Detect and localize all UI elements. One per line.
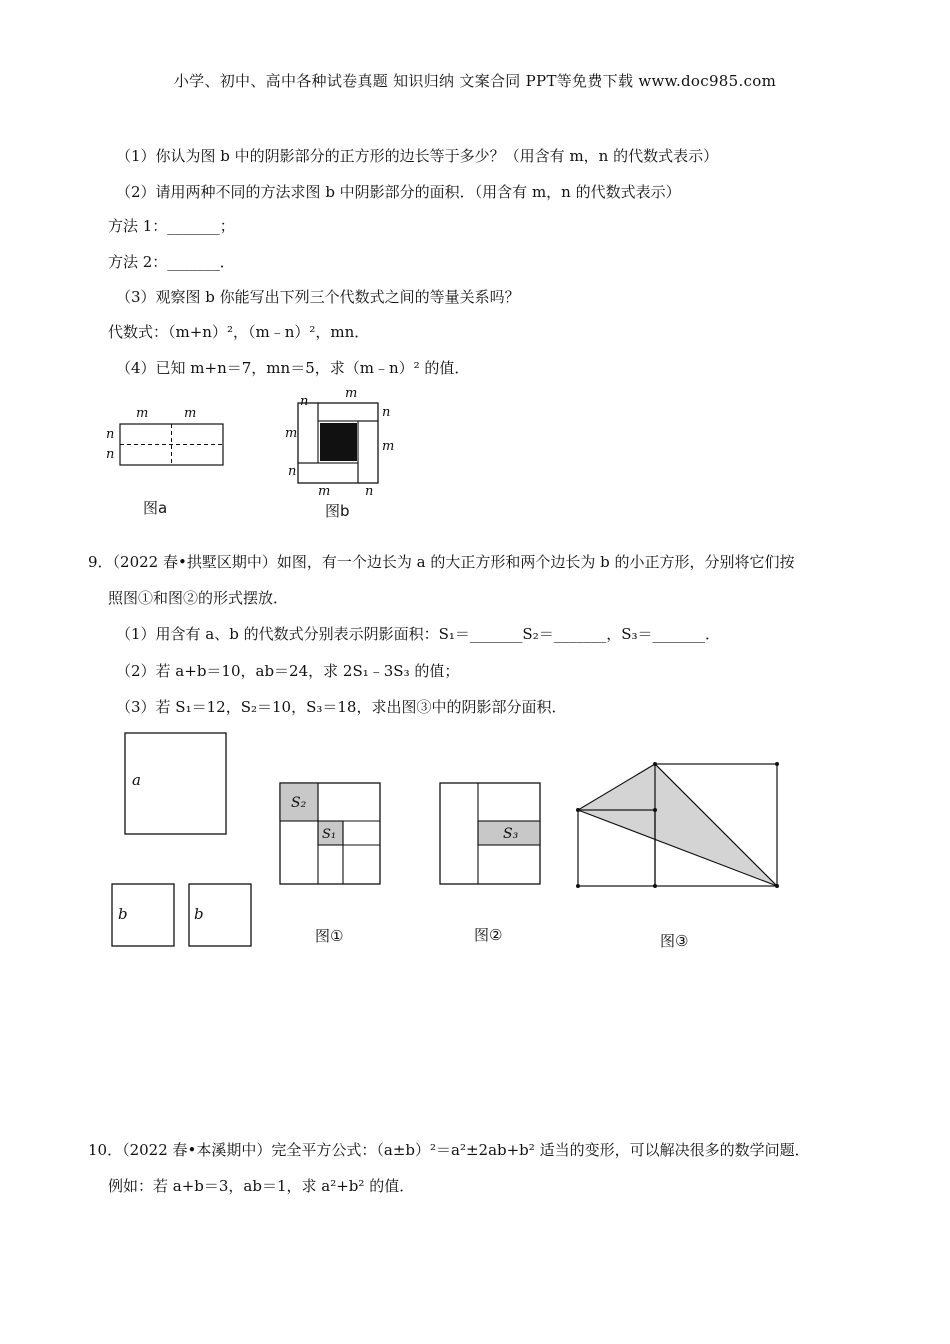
fig-b-label-m-top: m <box>345 386 358 401</box>
figure-3 <box>570 755 790 895</box>
fig-3-caption: 图③ <box>660 932 689 950</box>
q9-part-1: （1）用含有 a、b 的代数式分别表示阴影面积：S₁＝_______S₂＝_______，S₃＝_______． <box>116 625 720 643</box>
fig-b-label-n-topleft: n <box>300 394 309 409</box>
page-header: 小学、初中、高中各种试卷真题 知识归纳 文案合同 PPT等免费下载 www.doc985.com <box>173 72 777 90</box>
fig-b-caption: 图b <box>325 502 350 520</box>
fig-b-label-n-left: n <box>288 464 297 479</box>
q9-part-2: （2）若 a+b＝10，ab＝24，求 2S₁﹣3S₃ 的值； <box>116 662 460 680</box>
fig-2-caption: 图② <box>474 926 503 944</box>
figure-b <box>280 385 400 499</box>
fig-a-label-n1: n <box>106 427 115 442</box>
q8-line-1: （1）你认为图 b 中的阴影部分的正方形的边长等于多少？（用含有 m，n 的代数式表示） <box>116 147 719 165</box>
figure-2 <box>435 780 545 890</box>
s2-label: S₂ <box>291 795 307 811</box>
q8-line-2: （2）请用两种不同的方法求图 b 中阴影部分的面积．（用含有 m，n 的代数式表示） <box>116 183 681 201</box>
fig-b-label-n-bottom: n <box>365 484 374 499</box>
q9-squares-figure <box>105 725 265 955</box>
square-a-label: a <box>132 771 141 789</box>
q8-method-1: 方法 1：_______； <box>108 217 235 235</box>
fig-b-label-m-left: m <box>285 426 298 441</box>
q10-stem-2: 例如：若 a+b＝3，ab＝1，求 a²+b² 的值． <box>108 1177 415 1195</box>
figure-1 <box>275 780 385 890</box>
square-b2-label: b <box>194 905 204 923</box>
q10-stem-1: 10．（2022 春•本溪期中）完全平方公式：（a±b）²＝a²±2ab+b² 适当的变形，可以解决很多的数学问题． <box>88 1141 810 1159</box>
q9-stem-1: 9．（2022 春•拱墅区期中）如图，有一个边长为 a 的大正方形和两个边长为 b 的小正方形，分别将它们按 <box>88 553 795 571</box>
figure-a <box>100 400 240 520</box>
fig-b-label-m-right: m <box>382 439 395 454</box>
q8-method-2: 方法 2：_______． <box>108 253 235 271</box>
fig-a-label-n2: n <box>106 447 115 462</box>
q8-expressions: 代数式：（m+n）²，（m﹣n）²，mn． <box>108 323 370 341</box>
q8-line-3: （3）观察图 b 你能写出下列三个代数式之间的等量关系吗？ <box>116 288 520 306</box>
q9-part-3: （3）若 S₁＝12，S₂＝10，S₃＝18，求出图③中的阴影部分面积． <box>116 698 567 716</box>
s3-label: S₃ <box>503 826 519 842</box>
q8-line-4: （4）已知 m+n＝7，mn＝5，求（m﹣n）² 的值． <box>116 359 470 377</box>
square-b1-label: b <box>118 905 128 923</box>
q9-stem-2: 照图①和图②的形式摆放． <box>108 589 289 607</box>
fig-a-label-m2: m <box>184 406 197 421</box>
fig-a-caption: 图a <box>143 499 168 517</box>
fig-1-caption: 图① <box>315 927 344 945</box>
s1-label: S₁ <box>322 827 337 842</box>
fig-b-label-m-bottom: m <box>318 484 331 499</box>
fig-a-label-m1: m <box>136 406 149 421</box>
fig-b-label-n-right: n <box>382 405 391 420</box>
